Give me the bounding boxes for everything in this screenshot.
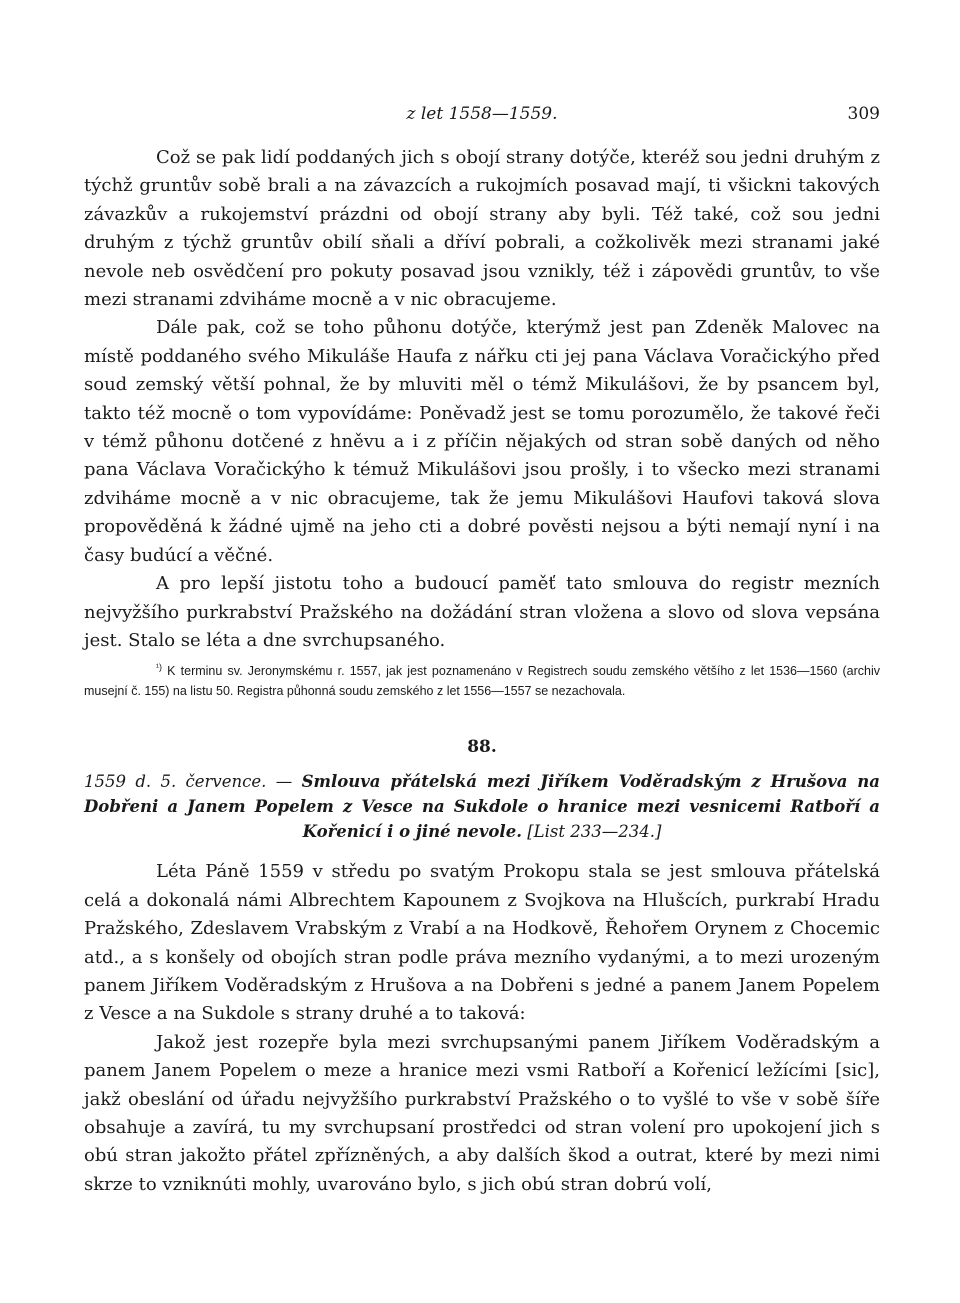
body-text [84,144,880,655]
running-title: z let 1558—1559. [406,104,558,124]
footnote-text: K terminu sv. Jeronymskému r. 1557, jak jest poznamenáno v Registrech soudu zemského většího z let 1536—1560 (archiv musejní č. 155) na listu 50. Registra půhonná soudu zemského z let 1556—1557 se nezachovala. [84,664,880,699]
paragraph: Což se pak lidí poddaných jich s obojí strany dotýče, kteréž sou jedni druhým z týchž gruntův sobě brali a na závazcích a rukojmích posavad mají, ti všickni takových závazkův a rukojemství prázdni od obojí strany aby byli. Též také, což sou jedni druhým z týchž gruntův obilí sňali a dříví pobrali, a cožkolivěk mezi stranami jaké nevole neb osvědčení pro pokuty posavad jsou vznikly, též i zápovědi gruntův, to vše mezi stranami zdviháme mocně a v nic obracujeme. [84,147,880,311]
paragraph: Jakož jest rozepře byla mezi svrchupsanými panem Jiříkem Voděradským a panem Janem Popelem o meze a hranice mezi vsmi Ratboří a Kořenicí ležícími [sic], jakž obeslání od úřadu nejvyžšího purkrabství Pražského o to vyšlé to vše v sobě šíře obsahuje a zavírá, tu my svrchupsaní prostředci od stran volení pro upokojení jich s obú stran jakožto přátel zpřízněných, a aby dalších škod a outrat, které by mezi nimi skrze to vzniknúti mohly, uvarováno bylo, s jich obú stran dobrú volí, [84,1031,880,1195]
footnote [84,661,880,701]
paragraph: Léta Páně 1559 v středu po svatým Prokopu stala se jest smlouva přátelská celá a dokonalá námi Albrechtem Kapounem z Svojkova na Hlušcích, purkrabí Hradu Pražského, Zdeslavem Vrabským z Vrabí a na Hodkově, Řehořem Orynem z Chocemic atd., a s konšely od obojích stran podle práva mezního vydanými, a to mezi urozeným panem Jiříkem Voděradským z Hrušova a na Dobřeni s jedné a panem Janem Popelem z Vesce a na Sukdole s strany druhé a to taková: [84,861,880,1025]
heading-separator: — [266,772,302,792]
document-heading [84,769,880,844]
footnote-marker: ¹) [156,662,162,673]
document-page [84,100,880,1199]
paragraph: A pro lepší jistotu toho a budoucí paměť tato smlouva do registr mezních nejvyžšího purkrabství Pražského na dožádání stran vložena a slovo od slova vepsána jest. Stalo se léta a dne svrchupsaného. [84,573,880,651]
document-body [84,858,880,1199]
document-reference: [List 233—234.] [521,822,662,842]
page-number: 309 [847,104,880,124]
paragraph: Dále pak, což se toho půhonu dotýče, kterýmž jest pan Zdeněk Malovec na místě poddaného svého Mikuláše Haufa z nářku cti jej pana Václava Voračickýho před soud zemský větší pohnal, že by mluviti měl o témž Mikulášovi, že by psancem byl, takto též mocně o tom vypovídáme: Poněvadž jest se tomu porozumělo, že takové řeči v témž půhonu dotčené z hněvu a i z příčin nějakých od stran sobě daných od něho pana Václava Voračickýho k témuž Mikulášovi jsou prošly, i to všecko mezi stranami zdviháme mocně a v nic obracujeme, tak že jemu Mikulášovi Haufovi taková slova propověděná k žádné ujmě na jeho cti a dobré pověsti nejsou a býti nemají nyní i na časy budúcí a věčné. [84,317,880,566]
document-title: Smlouva přátelská mezi Jiříkem Voděradským z Hrušova na Dobřeni a Janem Popelem z Vesce na Sukdole o hranice mezi vesnicemi Ratboří a Kořenicí i o jiné nevole. [84,772,880,842]
document-date: 1559 d. 5. července. [84,772,267,792]
page-header [84,100,880,132]
document-number: 88. [467,737,497,758]
